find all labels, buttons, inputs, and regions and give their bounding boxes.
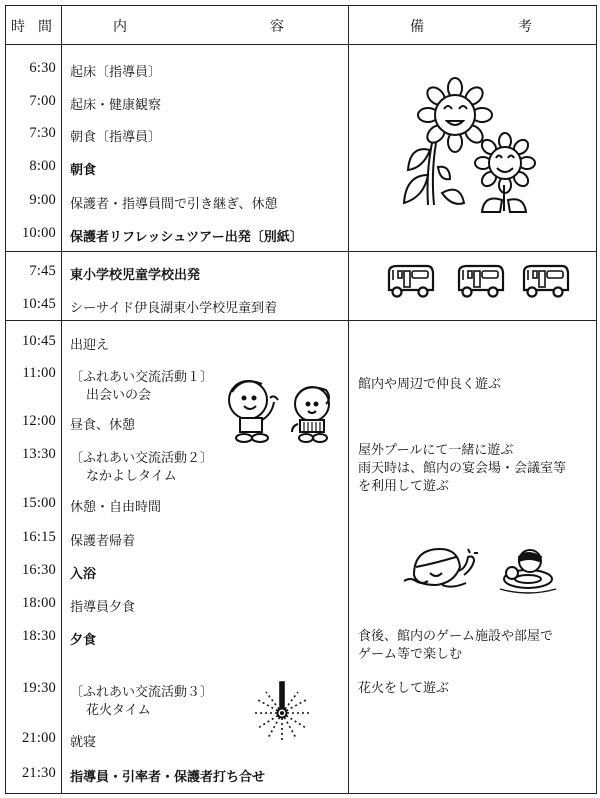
time-cell: 11:00 <box>22 365 56 381</box>
time-cell: 7:00 <box>29 93 56 109</box>
time-cell: 19:30 <box>21 680 56 696</box>
time-cell: 9:00 <box>29 192 56 208</box>
time-cell: 21:30 <box>21 765 56 781</box>
time-cell: 10:45 <box>21 296 56 312</box>
activity-cell: 保護者リフレッシュツアー出発〔別紙〕 <box>70 230 303 245</box>
activity-cell: 〔ふれあい交流活動１〕 <box>70 370 214 385</box>
activity-subtitle: 花火タイム <box>86 703 151 718</box>
column-divider-content <box>348 5 349 794</box>
time-cell: 8:00 <box>29 158 56 174</box>
activity-cell: 指導員・引率者・保護者打ち合せ <box>70 770 266 785</box>
header-content: 容 <box>270 19 284 35</box>
activity-cell: 休憩・自由時間 <box>70 500 162 515</box>
children-greeting-icon <box>220 374 340 446</box>
time-cell: 15:00 <box>21 495 56 511</box>
note-cell: を利用して遊ぶ <box>358 479 450 494</box>
activity-cell: 保護者・指導員間で引き継ぎ、休憩 <box>70 197 278 212</box>
activity-cell: 〔ふれあい交流活動２〕 <box>70 451 214 466</box>
activity-cell: 保護者帰着 <box>70 534 136 549</box>
swimming-children-icon <box>400 545 560 595</box>
activity-subtitle: なかよしタイム <box>86 469 177 484</box>
time-cell: 7:30 <box>29 125 56 141</box>
section-divider-2 <box>5 320 597 321</box>
section-divider-1 <box>5 251 597 252</box>
header-notes: 考 <box>518 19 532 35</box>
buses-icon <box>385 264 585 300</box>
sunflowers-icon <box>400 75 540 215</box>
activity-cell: 東小学校児童学校出発 <box>70 268 201 283</box>
header-time: 間 <box>38 19 52 35</box>
header-content: 内 <box>113 19 127 35</box>
note-cell: 館内や周辺で仲良く遊ぶ <box>358 377 502 392</box>
activity-cell: 昼食、休憩 <box>70 418 136 433</box>
activity-cell: シーサイド伊良湖東小学校児童到着 <box>70 301 278 316</box>
time-cell: 21:00 <box>21 730 56 746</box>
activity-cell: 朝食〔指導員〕 <box>70 130 162 145</box>
activity-cell: 夕食 <box>70 633 97 648</box>
activity-cell: 〔ふれあい交流活動３〕 <box>70 685 214 700</box>
activity-cell: 起床〔指導員〕 <box>70 65 162 80</box>
time-cell: 13:30 <box>21 446 56 462</box>
column-divider-time <box>61 5 62 794</box>
note-cell: ゲーム等で楽しむ <box>358 647 463 662</box>
time-cell: 16:15 <box>21 529 56 545</box>
time-cell: 18:00 <box>21 595 56 611</box>
time-cell: 7:45 <box>29 263 56 279</box>
header-notes: 備 <box>410 19 424 35</box>
note-cell: 雨天時は、館内の宴会場・会議室等 <box>358 461 567 476</box>
time-cell: 12:00 <box>21 413 56 429</box>
activity-cell: 起床・健康観察 <box>70 98 162 113</box>
note-cell: 花火をして遊ぶ <box>358 681 450 696</box>
time-cell: 10:45 <box>21 333 56 349</box>
activity-cell: 指導員夕食 <box>70 600 136 615</box>
note-cell: 食後、館内のゲーム施設や部屋で <box>358 629 554 644</box>
activity-cell: 出迎え <box>70 338 110 353</box>
time-cell: 18:30 <box>21 628 56 644</box>
header-time: 時 <box>11 19 25 35</box>
header-divider <box>5 44 597 45</box>
activity-subtitle: 出会いの会 <box>86 388 152 403</box>
activity-cell: 朝食 <box>70 163 97 178</box>
time-cell: 6:30 <box>29 60 56 76</box>
activity-cell: 就寝 <box>70 735 97 750</box>
time-cell: 10:00 <box>21 225 56 241</box>
fireworks-icon <box>252 680 312 750</box>
time-cell: 16:30 <box>21 562 56 578</box>
note-cell: 屋外プールにて一緒に遊ぶ <box>358 443 514 458</box>
activity-cell: 入浴 <box>70 567 97 582</box>
